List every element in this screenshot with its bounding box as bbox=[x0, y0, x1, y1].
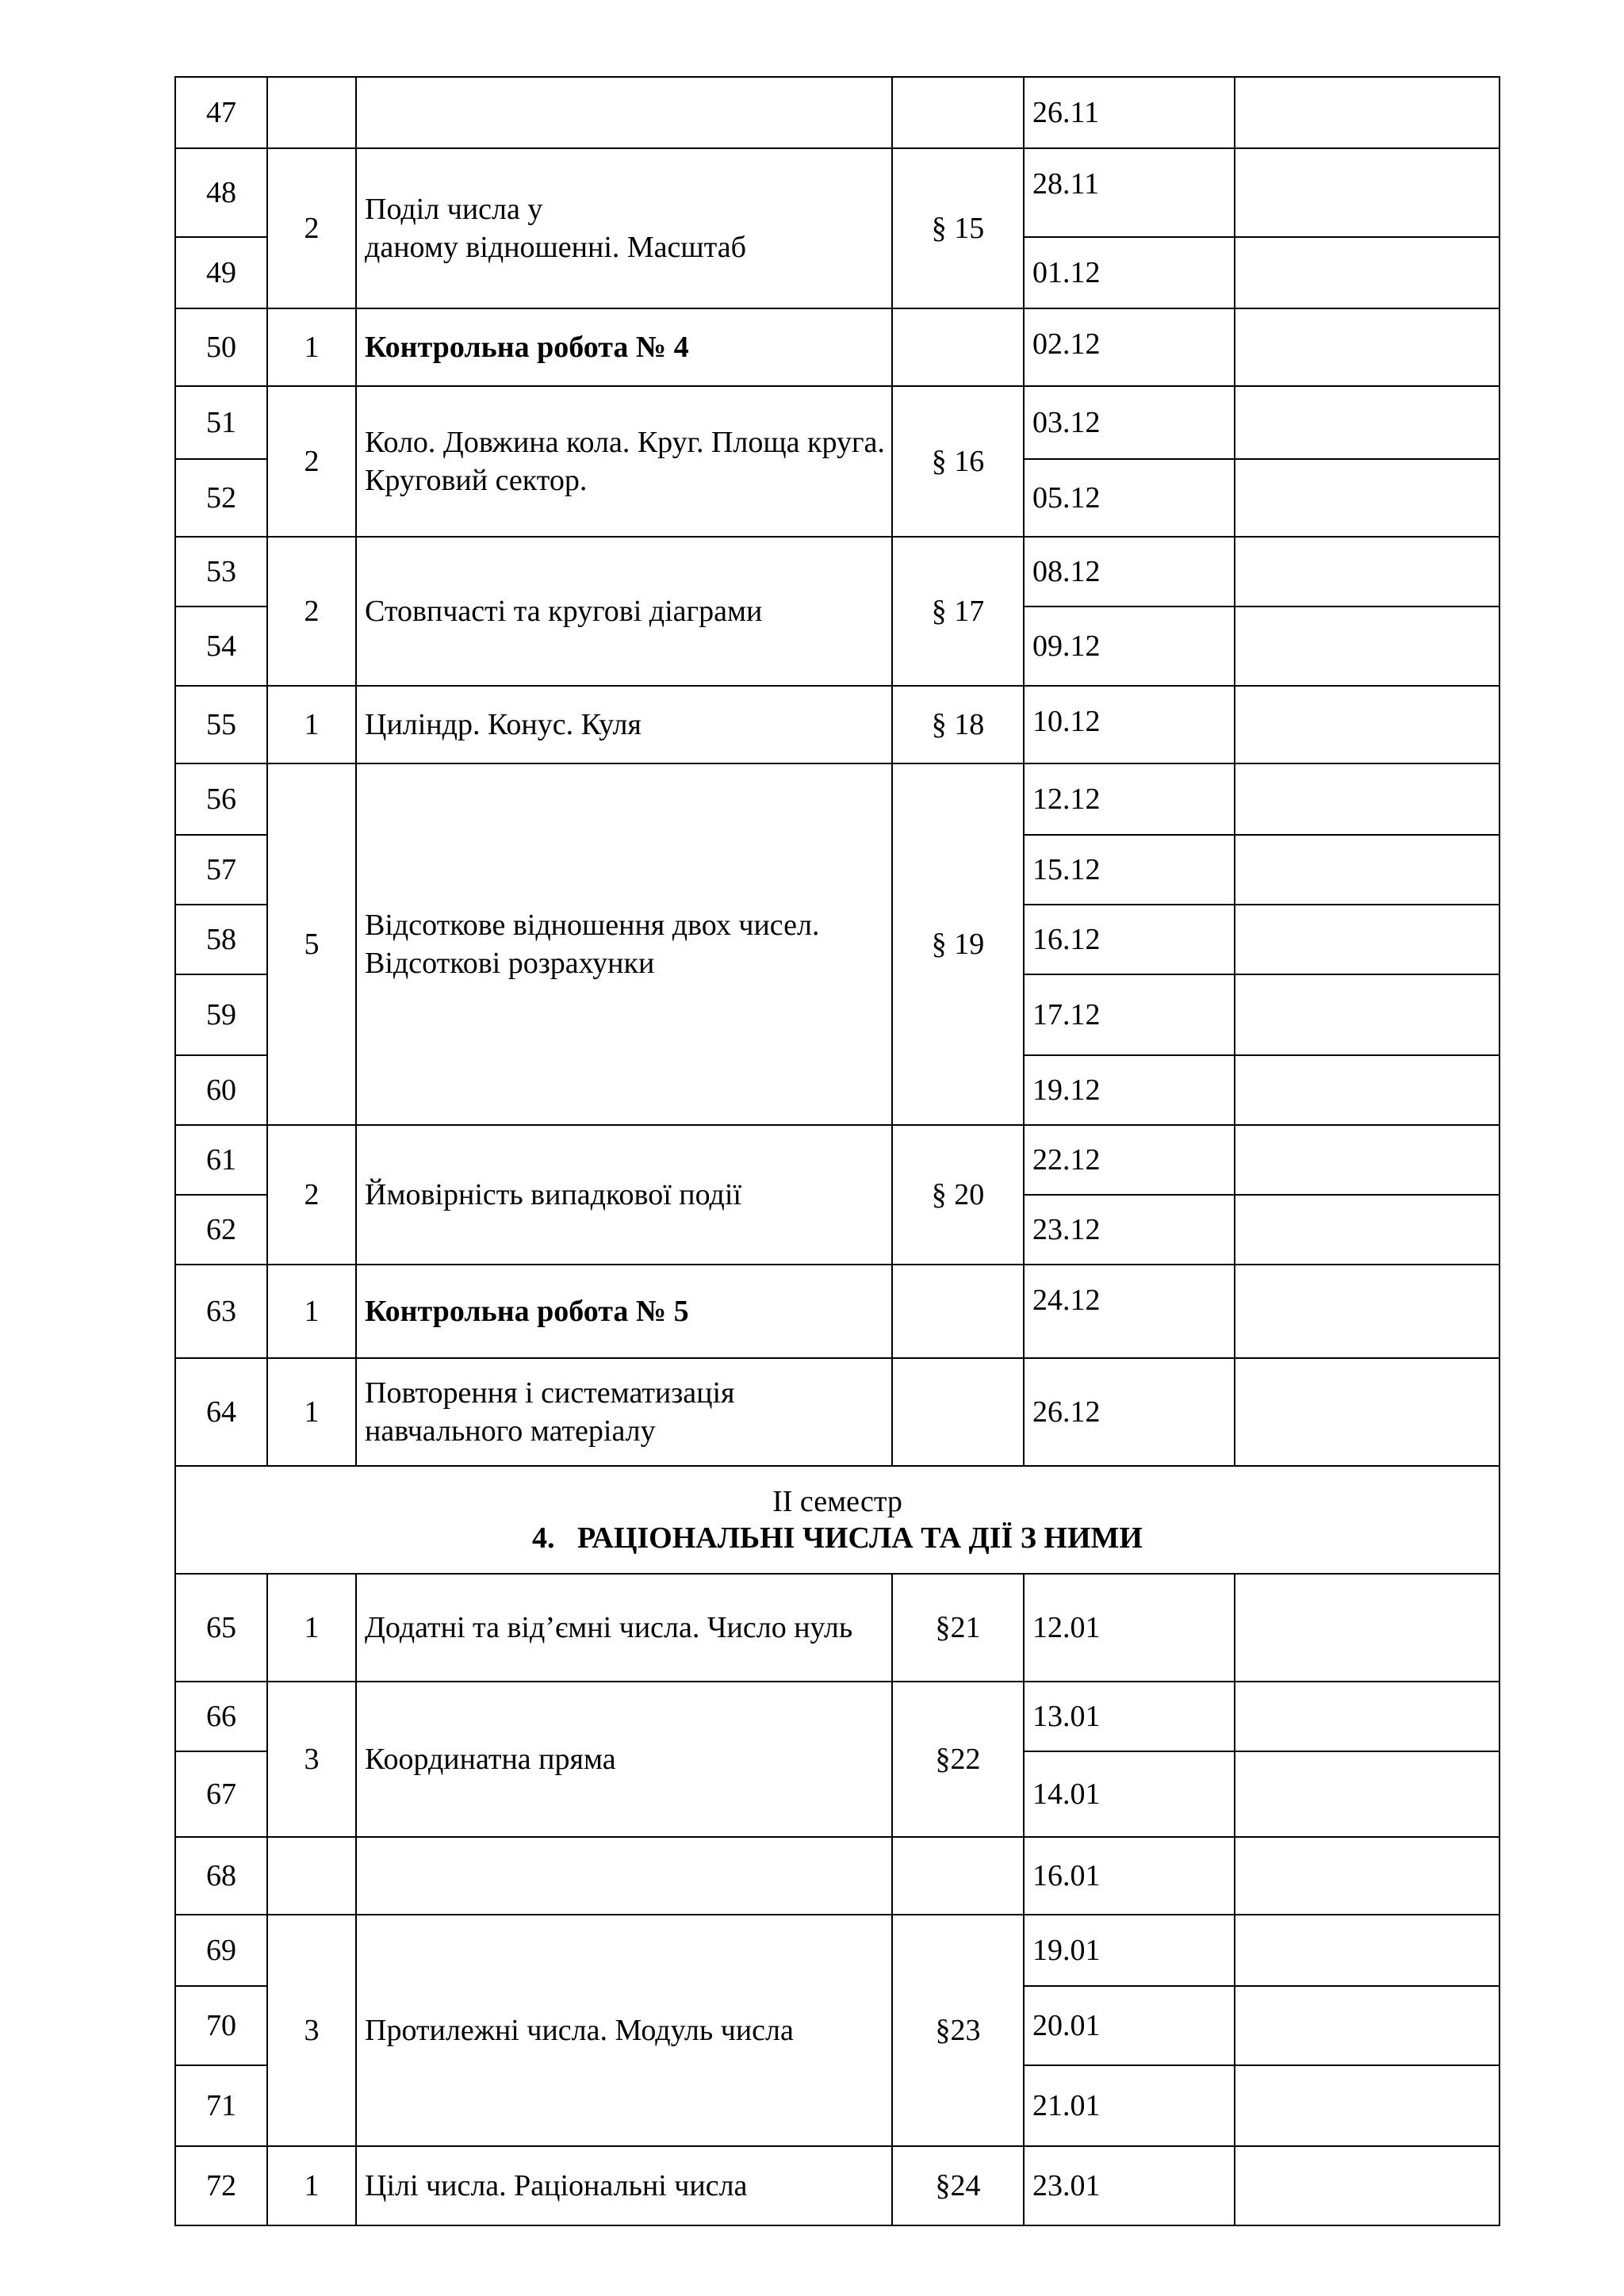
date-cell: 19.12 bbox=[1024, 1055, 1235, 1125]
topic-cell: Додатні та від’ємні числа. Число нуль bbox=[356, 1574, 892, 1682]
lesson-number: 53 bbox=[175, 537, 267, 607]
notes-cell bbox=[1235, 148, 1500, 237]
table-row bbox=[175, 308, 1500, 386]
lesson-number: 57 bbox=[175, 835, 267, 905]
hours-cell: 3 bbox=[267, 1915, 356, 2146]
topic-cell: Стовпчасті та кругові діаграми bbox=[356, 537, 892, 686]
lesson-number: 50 bbox=[175, 308, 267, 386]
notes-cell bbox=[1235, 537, 1500, 607]
date-cell: 17.12 bbox=[1024, 974, 1235, 1055]
lesson-number: 62 bbox=[175, 1195, 267, 1265]
table-row bbox=[175, 386, 1500, 459]
date-cell: 16.01 bbox=[1024, 1837, 1235, 1915]
lesson-number: 55 bbox=[175, 686, 267, 763]
lesson-number: 63 bbox=[175, 1265, 267, 1358]
section-title: 4. РАЦІОНАЛЬНІ ЧИСЛА ТА ДІЇ З НИМИ bbox=[532, 1521, 1143, 1555]
lesson-number: 72 bbox=[175, 2146, 267, 2225]
date-cell: 28.11 bbox=[1024, 148, 1235, 237]
topic-cell: Протилежні числа. Модуль числа bbox=[356, 1915, 892, 2146]
lesson-number: 59 bbox=[175, 974, 267, 1055]
notes-cell bbox=[1235, 607, 1500, 686]
notes-cell bbox=[1235, 386, 1500, 459]
topic-cell: Ймовірність випадкової події bbox=[356, 1125, 892, 1265]
notes-cell bbox=[1235, 237, 1500, 308]
hours-cell: 2 bbox=[267, 1125, 356, 1265]
notes-cell bbox=[1235, 1682, 1500, 1751]
table-row bbox=[175, 1837, 1500, 1915]
section-header bbox=[175, 1466, 1500, 1574]
lesson-number: 71 bbox=[175, 2065, 267, 2146]
notes-cell bbox=[1235, 77, 1500, 148]
lesson-number: 47 bbox=[175, 77, 267, 148]
lesson-number: 54 bbox=[175, 607, 267, 686]
table-row bbox=[175, 763, 1500, 835]
notes-cell bbox=[1235, 459, 1500, 537]
table-row bbox=[175, 77, 1500, 148]
notes-cell bbox=[1235, 1574, 1500, 1682]
topic-cell: Відсоткове відношення двох чисел. Відсоткові розрахунки bbox=[356, 763, 892, 1125]
date-cell: 21.01 bbox=[1024, 2065, 1235, 2146]
notes-cell bbox=[1235, 1915, 1500, 1986]
lesson-number: 70 bbox=[175, 1986, 267, 2065]
semester-label: II семестр bbox=[772, 1485, 902, 1518]
notes-cell bbox=[1235, 2146, 1500, 2225]
notes-cell bbox=[1235, 308, 1500, 386]
lesson-number: 60 bbox=[175, 1055, 267, 1125]
table-row bbox=[175, 537, 1500, 607]
notes-cell bbox=[1235, 1837, 1500, 1915]
lesson-number: 67 bbox=[175, 1751, 267, 1837]
lesson-number: 61 bbox=[175, 1125, 267, 1195]
hours-cell: 3 bbox=[267, 1682, 356, 1837]
notes-cell bbox=[1235, 835, 1500, 905]
date-cell: 16.12 bbox=[1024, 905, 1235, 974]
notes-cell bbox=[1235, 2065, 1500, 2146]
date-cell: 03.12 bbox=[1024, 386, 1235, 459]
paragraph-cell: §24 bbox=[892, 2146, 1024, 2225]
date-cell: 19.01 bbox=[1024, 1915, 1235, 1986]
paragraph-cell bbox=[892, 1837, 1024, 1915]
date-cell: 23.12 bbox=[1024, 1195, 1235, 1265]
lesson-number: 51 bbox=[175, 386, 267, 459]
table-row bbox=[175, 1682, 1500, 1751]
notes-cell bbox=[1235, 1751, 1500, 1837]
date-cell: 12.12 bbox=[1024, 763, 1235, 835]
topic-cell: Координатна пряма bbox=[356, 1682, 892, 1837]
lesson-number: 69 bbox=[175, 1915, 267, 1986]
hours-cell: 1 bbox=[267, 1265, 356, 1358]
notes-cell bbox=[1235, 1265, 1500, 1358]
paragraph-cell bbox=[892, 1265, 1024, 1358]
hours-cell bbox=[267, 1837, 356, 1915]
notes-cell bbox=[1235, 974, 1500, 1055]
table-row bbox=[175, 1265, 1500, 1358]
date-cell: 02.12 bbox=[1024, 308, 1235, 386]
table-row bbox=[175, 1574, 1500, 1682]
date-cell: 10.12 bbox=[1024, 686, 1235, 763]
notes-cell bbox=[1235, 686, 1500, 763]
hours-cell: 2 bbox=[267, 148, 356, 308]
hours-cell: 1 bbox=[267, 308, 356, 386]
notes-cell bbox=[1235, 1358, 1500, 1466]
hours-cell bbox=[267, 77, 356, 148]
date-cell: 05.12 bbox=[1024, 459, 1235, 537]
lesson-number: 65 bbox=[175, 1574, 267, 1682]
notes-cell bbox=[1235, 1125, 1500, 1195]
date-cell: 08.12 bbox=[1024, 537, 1235, 607]
date-cell: 13.01 bbox=[1024, 1682, 1235, 1751]
paragraph-cell: § 18 bbox=[892, 686, 1024, 763]
lesson-number: 64 bbox=[175, 1358, 267, 1466]
section-header-row bbox=[175, 1466, 1500, 1574]
topic-cell: Коло. Довжина кола. Круг. Площа круга. Круговий сектор. bbox=[356, 386, 892, 537]
paragraph-cell: §22 bbox=[892, 1682, 1024, 1837]
lesson-number: 49 bbox=[175, 237, 267, 308]
lesson-number: 66 bbox=[175, 1682, 267, 1751]
date-cell: 22.12 bbox=[1024, 1125, 1235, 1195]
lesson-number: 58 bbox=[175, 905, 267, 974]
hours-cell: 1 bbox=[267, 686, 356, 763]
hours-cell: 2 bbox=[267, 386, 356, 537]
date-cell: 12.01 bbox=[1024, 1574, 1235, 1682]
lesson-plan-table bbox=[174, 76, 1500, 2226]
lesson-number: 68 bbox=[175, 1837, 267, 1915]
lesson-number: 48 bbox=[175, 148, 267, 237]
topic-cell: Поділ числа у даному відношенні. Масштаб bbox=[356, 148, 892, 308]
hours-cell: 1 bbox=[267, 1358, 356, 1466]
paragraph-cell: § 15 bbox=[892, 148, 1024, 308]
paragraph-cell: § 16 bbox=[892, 386, 1024, 537]
topic-cell: Цілі числа. Раціональні числа bbox=[356, 2146, 892, 2225]
table-row bbox=[175, 686, 1500, 763]
table-row bbox=[175, 1358, 1500, 1466]
notes-cell bbox=[1235, 1195, 1500, 1265]
table-row bbox=[175, 148, 1500, 237]
date-cell: 20.01 bbox=[1024, 1986, 1235, 2065]
table-row bbox=[175, 1915, 1500, 1986]
date-cell: 01.12 bbox=[1024, 237, 1235, 308]
date-cell: 14.01 bbox=[1024, 1751, 1235, 1837]
table-row bbox=[175, 1125, 1500, 1195]
hours-cell: 1 bbox=[267, 1574, 356, 1682]
notes-cell bbox=[1235, 1055, 1500, 1125]
paragraph-cell: §23 bbox=[892, 1915, 1024, 2146]
date-cell: 26.11 bbox=[1024, 77, 1235, 148]
date-cell: 15.12 bbox=[1024, 835, 1235, 905]
paragraph-cell bbox=[892, 1358, 1024, 1466]
topic-cell bbox=[356, 77, 892, 148]
paragraph-cell: § 19 bbox=[892, 763, 1024, 1125]
paragraph-cell: §21 bbox=[892, 1574, 1024, 1682]
hours-cell: 1 bbox=[267, 2146, 356, 2225]
date-cell: 23.01 bbox=[1024, 2146, 1235, 2225]
date-cell: 24.12 bbox=[1024, 1265, 1235, 1358]
topic-cell: Контрольна робота № 4 bbox=[356, 308, 892, 386]
lesson-number: 56 bbox=[175, 763, 267, 835]
notes-cell bbox=[1235, 905, 1500, 974]
notes-cell bbox=[1235, 1986, 1500, 2065]
topic-cell: Контрольна робота № 5 bbox=[356, 1265, 892, 1358]
topic-cell: Повторення і систематизація навчального матеріалу bbox=[356, 1358, 892, 1466]
paragraph-cell: § 20 bbox=[892, 1125, 1024, 1265]
topic-cell: Циліндр. Конус. Куля bbox=[356, 686, 892, 763]
paragraph-cell bbox=[892, 77, 1024, 148]
notes-cell bbox=[1235, 763, 1500, 835]
lesson-number: 52 bbox=[175, 459, 267, 537]
paragraph-cell: § 17 bbox=[892, 537, 1024, 686]
date-cell: 26.12 bbox=[1024, 1358, 1235, 1466]
topic-cell bbox=[356, 1837, 892, 1915]
table-row bbox=[175, 2146, 1500, 2225]
date-cell: 09.12 bbox=[1024, 607, 1235, 686]
hours-cell: 2 bbox=[267, 537, 356, 686]
hours-cell: 5 bbox=[267, 763, 356, 1125]
paragraph-cell bbox=[892, 308, 1024, 386]
